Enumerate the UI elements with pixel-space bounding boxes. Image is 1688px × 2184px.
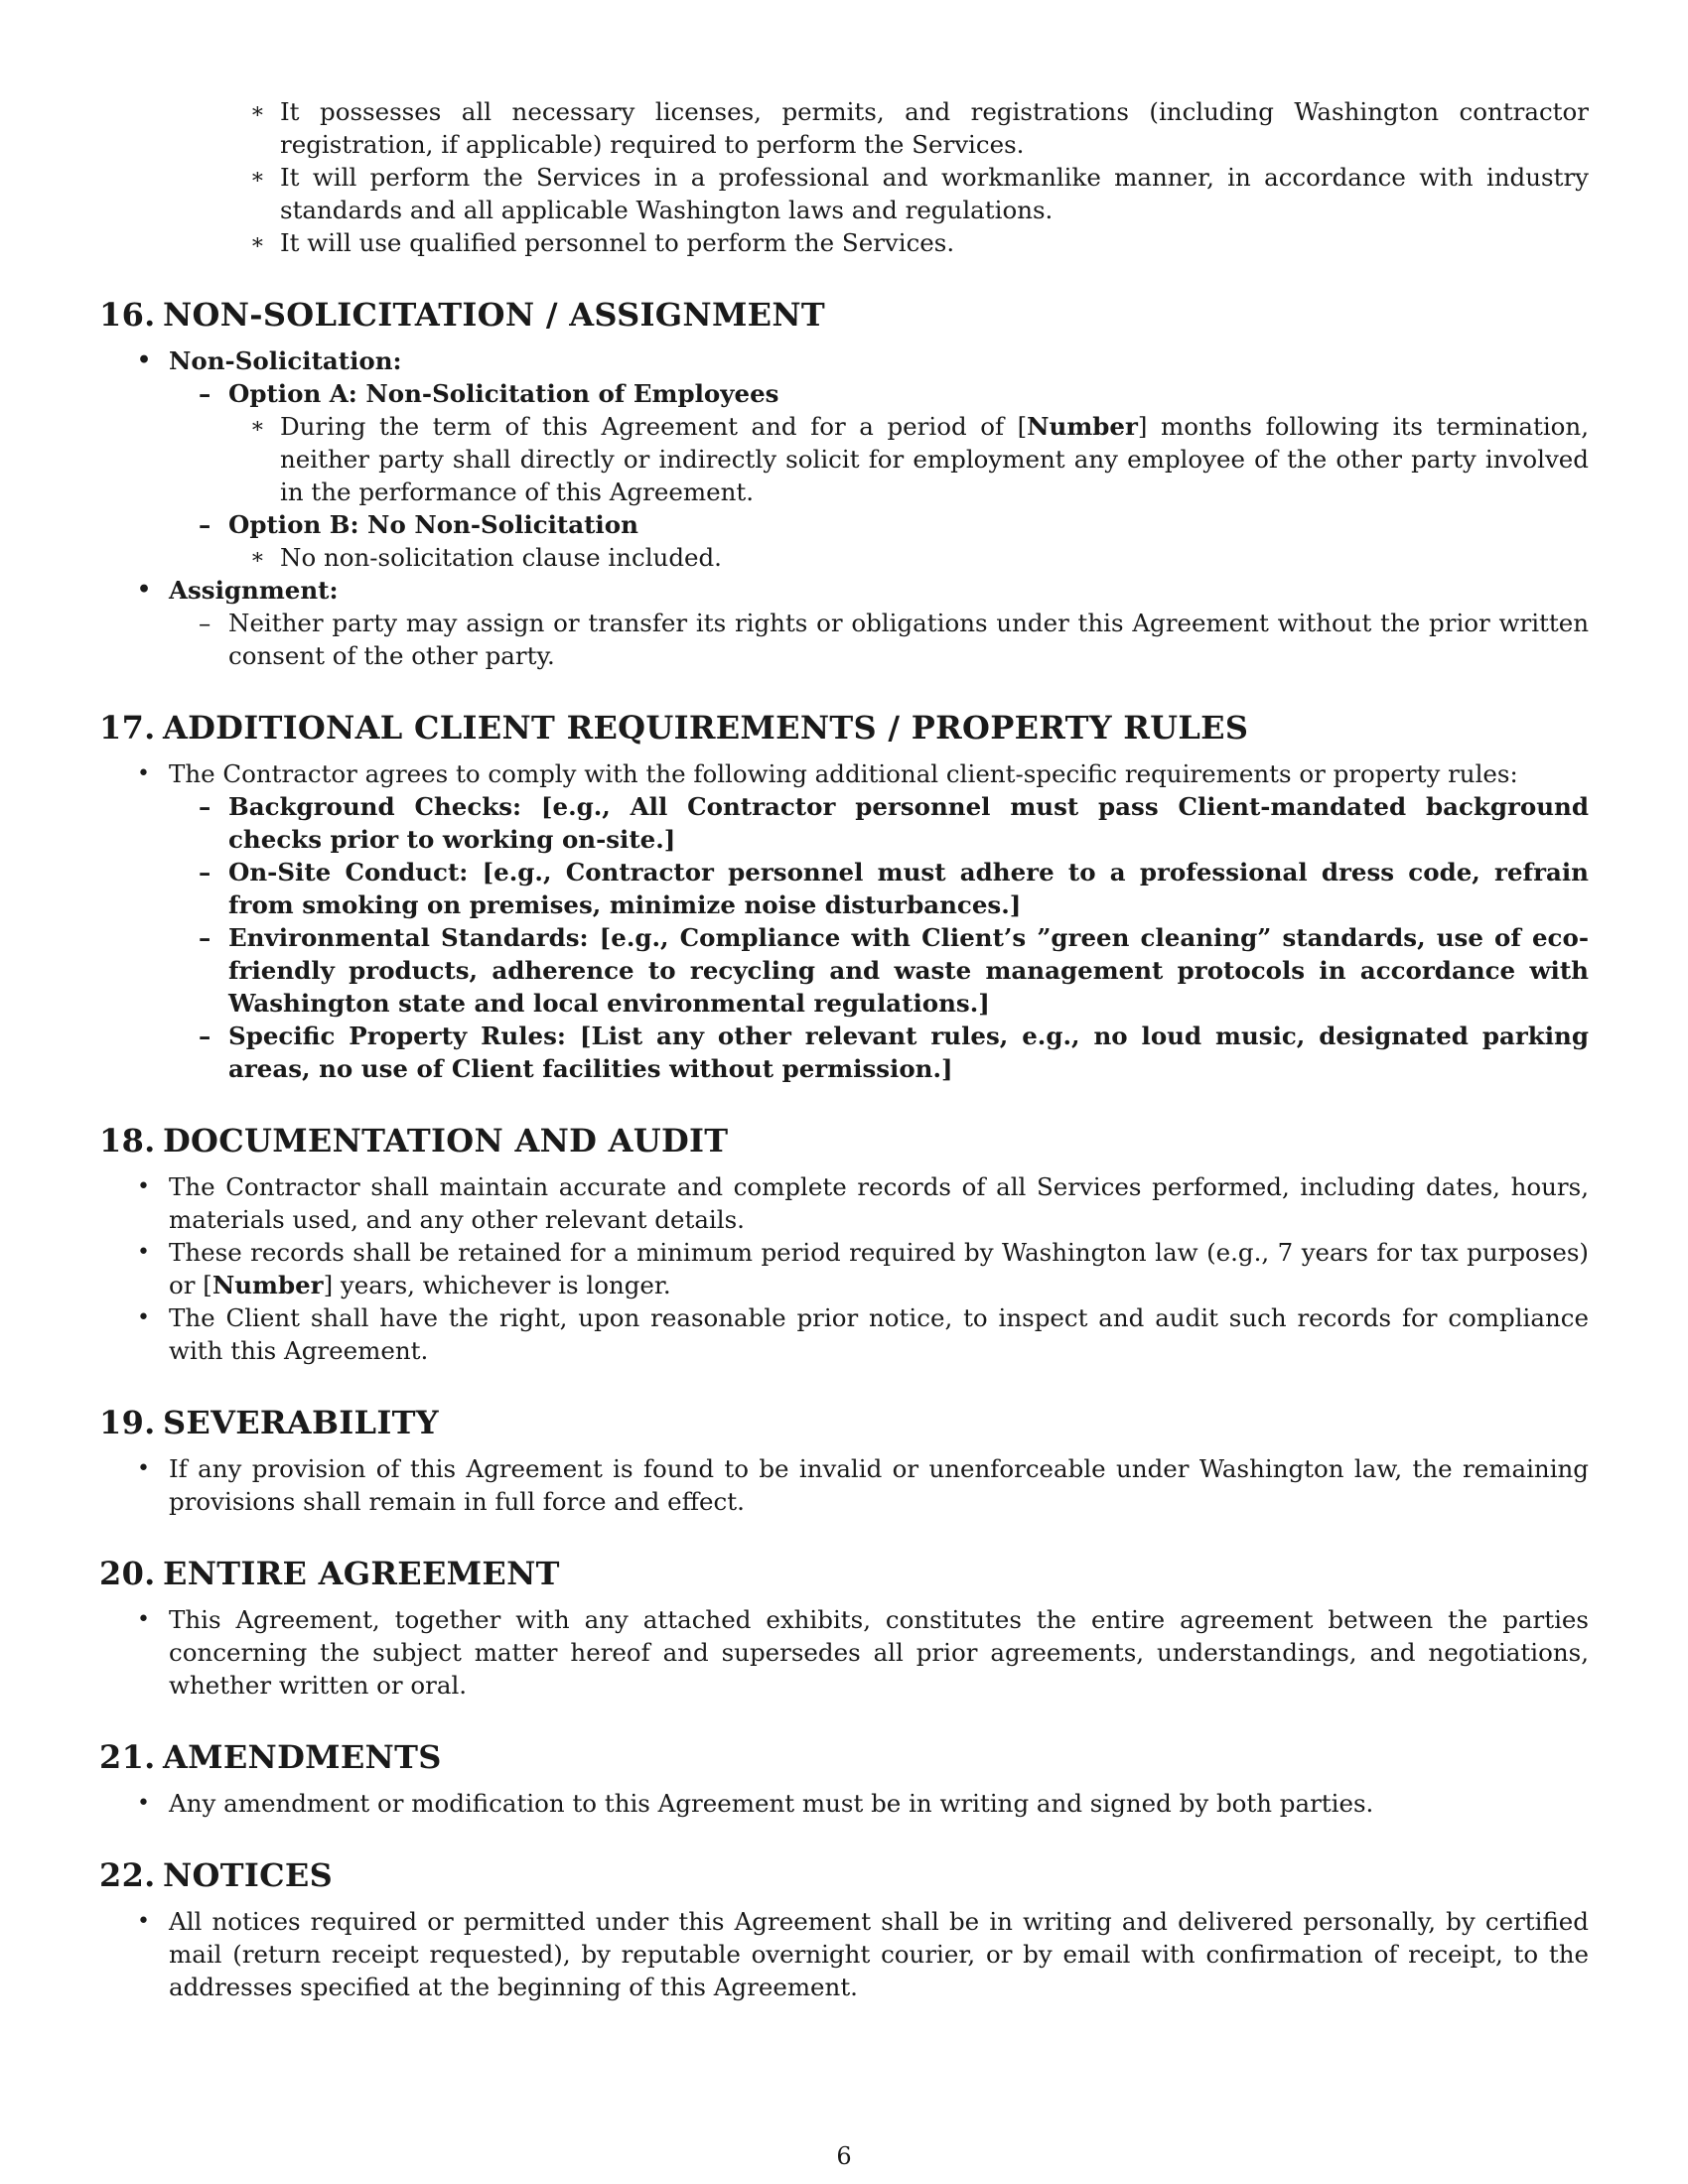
list-item: • The Client shall have the right, upon reasonable prior notice, to inspect and audit such records for compliance with this Agreement. bbox=[137, 1303, 1589, 1365]
section-17 bbox=[99, 708, 1589, 1085]
list-item-option-a: – Option A: Non-Solicitation of Employees bbox=[199, 379, 779, 408]
bullet-icon: • bbox=[137, 577, 152, 603]
list-item-assignment: • Assignment: bbox=[137, 576, 339, 605]
list-item: – Neither party may assign or transfer its rights or obligations under this Agreement without the prior written consent of the other party. bbox=[199, 609, 1589, 670]
list-item-non-solicitation: • Non-Solicitation: bbox=[137, 346, 402, 375]
section-heading: 19. SEVERABILITY bbox=[99, 1404, 439, 1441]
dash-bullet-icon: – bbox=[199, 379, 211, 408]
dash-bullet-icon: – bbox=[199, 1022, 211, 1050]
section-16 bbox=[99, 295, 1589, 672]
bullet-icon: • bbox=[137, 1456, 150, 1481]
dash-bullet-icon: – bbox=[199, 792, 211, 821]
dash-bullet-icon: – bbox=[199, 858, 211, 887]
asterisk-bullet-icon: ∗ bbox=[250, 165, 265, 190]
section-heading: 17. ADDITIONAL CLIENT REQUIREMENTS / PROPERTY RULES bbox=[99, 709, 1249, 747]
list-item: • This Agreement, together with any attached exhibits, constitutes the entire agreement between the parties concerning the subject matter hereof and supersedes all prior agreements, understandings, and negotiations, whether written or oral. bbox=[137, 1605, 1589, 1700]
section-22 bbox=[99, 1855, 1589, 2003]
bullet-icon: • bbox=[137, 1305, 150, 1330]
dash-bullet-icon: – bbox=[199, 923, 211, 952]
asterisk-bullet-icon: ∗ bbox=[250, 414, 265, 439]
page-number: 6 bbox=[836, 2142, 852, 2170]
list-item: ∗ It will perform the Services in a professional and workmanlike manner, in accordance with industry standards and all applicable Washington laws and regulations. bbox=[250, 163, 1589, 224]
list-item-environmental-standards: – Environmental Standards: [e.g., Compliance with Client’s ”green cleaning” standards, use of eco-friendly products, adherence to recycling and waste management protocols in accordance with Washington state and local environmental regulations.] bbox=[199, 923, 1589, 1018]
list-item: ∗ It will use qualified personnel to perform the Services. bbox=[250, 228, 955, 257]
list-item-background-checks: – Background Checks: [e.g., All Contractor personnel must pass Client-mandated background checks prior to working on-site.] bbox=[199, 792, 1589, 854]
bullet-icon: • bbox=[137, 1174, 150, 1199]
bullet-icon: • bbox=[137, 1909, 150, 1934]
list-item: ∗ During the term of this Agreement and for a period of [Number] months following its termination, neither party shall directly or indirectly solicit for employment any employee of the other party involved in the performance of this Agreement. bbox=[250, 412, 1589, 506]
bullet-icon: • bbox=[137, 1607, 150, 1632]
section-20 bbox=[99, 1554, 1589, 1702]
list-item: • Any amendment or modification to this Agreement must be in writing and signed by both parties. bbox=[137, 1789, 1374, 1818]
list-item: ∗ No non-solicitation clause included. bbox=[250, 543, 722, 572]
asterisk-bullet-icon: ∗ bbox=[250, 230, 265, 255]
section-heading: 21. AMENDMENTS bbox=[99, 1738, 442, 1776]
bullet-icon: • bbox=[137, 1791, 150, 1816]
list-item: • The Contractor agrees to comply with the following additional client-specific requirements or property rules: bbox=[137, 759, 1518, 788]
section-heading: 18. DOCUMENTATION AND AUDIT bbox=[99, 1122, 729, 1160]
section-heading: 20. ENTIRE AGREEMENT bbox=[99, 1555, 560, 1592]
list-item-option-b: – Option B: No Non-Solicitation bbox=[199, 510, 638, 539]
list-item: ∗ It possesses all necessary licenses, permits, and registrations (including Washington contractor registration, if applicable) required to perform the Services. bbox=[250, 97, 1589, 159]
section-19 bbox=[99, 1403, 1589, 1518]
list-item: • If any provision of this Agreement is found to be invalid or unenforceable under Washington law, the remaining provisions shall remain in full force and effect. bbox=[137, 1454, 1589, 1516]
section-18 bbox=[99, 1121, 1589, 1367]
asterisk-bullet-icon: ∗ bbox=[250, 99, 265, 124]
bullet-icon: • bbox=[137, 761, 150, 786]
list-item: • The Contractor shall maintain accurate and complete records of all Services performed, including dates, hours, materials used, and any other relevant details. bbox=[137, 1172, 1589, 1234]
list-item-property-rules: – Specific Property Rules: [List any other relevant rules, e.g., no loud music, designated parking areas, no use of Client facilities without permission.] bbox=[199, 1022, 1589, 1083]
asterisk-bullet-icon: ∗ bbox=[250, 545, 265, 570]
section-heading: 22. NOTICES bbox=[99, 1856, 333, 1894]
dash-bullet-icon: – bbox=[199, 510, 211, 539]
list-item: • These records shall be retained for a minimum period required by Washington law (e.g., 7 years for tax purposes) or [Number] years, whichever is longer. bbox=[137, 1238, 1589, 1299]
section-21 bbox=[99, 1737, 1589, 1820]
list-item-on-site-conduct: – On-Site Conduct: [e.g., Contractor personnel must adhere to a professional dress code, refrain from smoking on premises, minimize noise disturbances.] bbox=[199, 858, 1589, 919]
continued-list bbox=[99, 95, 1589, 259]
bullet-icon: • bbox=[137, 347, 152, 373]
section-heading: 16. NON-SOLICITATION / ASSIGNMENT bbox=[99, 296, 826, 334]
dash-bullet-icon: – bbox=[199, 609, 211, 637]
page-content bbox=[99, 95, 1589, 2003]
bullet-icon: • bbox=[137, 1240, 150, 1265]
list-item: • All notices required or permitted under this Agreement shall be in writing and delivered personally, by certified mail (return receipt requested), by reputable overnight courier, or by email with confirmation of receipt, to the addresses specified at the beginning of this Agreement. bbox=[137, 1907, 1589, 2001]
